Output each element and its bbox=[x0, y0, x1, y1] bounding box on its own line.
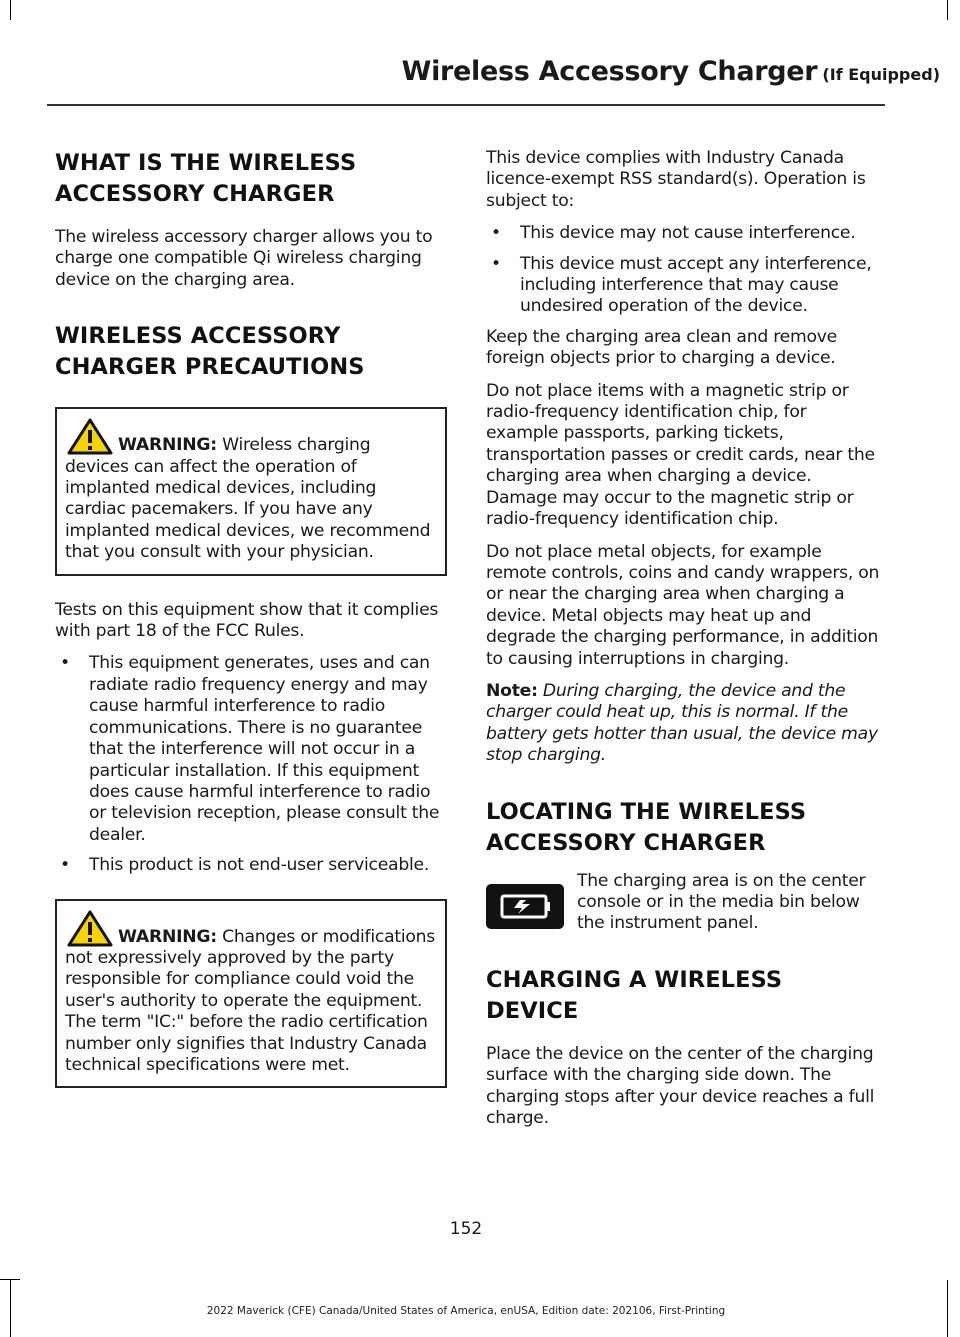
list-item-text: This device may not cause interference. bbox=[520, 223, 856, 244]
bullet-list bbox=[55, 653, 447, 876]
footer-text: 2022 Maverick (CFE) Canada/United States of America, enUSA, Edition date: 202106, First-Printing bbox=[206, 1305, 726, 1317]
warning-box-medical bbox=[55, 407, 447, 575]
paragraph: Do not place metal objects, for example remote controls, coins and candy wrappers, on or near the charging area when charging a device. Metal objects may heat up and degrade the charging performance, in addition to causing interruptions in charging. bbox=[486, 541, 880, 669]
warning-triangle-icon bbox=[67, 417, 113, 455]
locate-row bbox=[486, 871, 881, 935]
section-heading-what-is bbox=[55, 148, 447, 210]
list-item-text: This equipment generates, uses and can radiate radio frequency energy and may cause harmful interference to radio communications. There is no guarantee that the interference will not occur in a particular installation. If this equipment does cause harmful interference to radio or television reception, please consult the dealer. bbox=[89, 653, 440, 845]
heading-line: CHARGER PRECAUTIONS bbox=[55, 354, 365, 381]
crop-mark-bottom-right bbox=[947, 1280, 948, 1337]
section-heading-precautions bbox=[55, 321, 447, 383]
right-column bbox=[486, 148, 881, 1129]
paragraph: Place the device on the center of the charging surface with the charging side down. The charging stops after your device reaches a full charge. bbox=[486, 1043, 875, 1128]
warning-label: WARNING: bbox=[118, 926, 217, 947]
list-item: • This device must accept any interference, including interference that may cause undesired operation of the device. bbox=[491, 253, 872, 317]
paragraph: Tests on this equipment show that it complies with part 18 of the FCC Rules. bbox=[55, 599, 439, 642]
heading-line: CHARGING A WIRELESS bbox=[486, 966, 783, 993]
header-title: Wireless Accessory Charger bbox=[401, 56, 818, 87]
paragraph: The charging area is on the center console or in the media bin below the instrument panel. bbox=[577, 870, 866, 934]
warning-label: WARNING: bbox=[118, 435, 217, 456]
left-column bbox=[55, 148, 447, 1088]
paragraph: This device complies with Industry Canada licence-exempt RSS standard(s). Operation is subject to: bbox=[486, 148, 866, 211]
page-header bbox=[0, 56, 940, 87]
wireless-charger-icon bbox=[486, 884, 564, 929]
paragraph: Do not place items with a magnetic strip or radio-frequency identification chip, for example passports, parking tickets, transportation passes or credit cards, near the charging area when charging a device. Damage may occur to the magnetic strip or radio-frequency identification chip. bbox=[486, 380, 875, 530]
page-number: 152 bbox=[449, 1219, 483, 1239]
heading-line: WHAT IS THE WIRELESS bbox=[55, 150, 357, 176]
section-heading-locating bbox=[486, 797, 881, 859]
list-item: • This device may not cause interference. bbox=[491, 223, 856, 244]
section-heading-charging bbox=[486, 965, 881, 1027]
crop-mark-bottom-left-h bbox=[0, 1279, 20, 1280]
crop-mark-top-left bbox=[10, 0, 11, 20]
crop-mark-top-right bbox=[947, 0, 948, 20]
header-rule bbox=[47, 104, 885, 106]
heading-line: LOCATING THE WIRELESS bbox=[486, 798, 807, 825]
note bbox=[486, 681, 881, 767]
warning-box-modifications bbox=[55, 899, 447, 1089]
warning-text: Changes or modifications not expressively approved by the party responsible for compliance could void the user's authority to operate the equipment. The term "IC:" before the radio certification number only signifies that Industry Canada technical specifications were met. bbox=[65, 926, 435, 1075]
list-item-text: This device must accept any interference, including interference that may cause undesired operation of the device. bbox=[520, 253, 872, 317]
heading-line: WIRELESS ACCESSORY bbox=[55, 323, 341, 350]
bullet-list bbox=[486, 223, 881, 318]
note-text: During charging, the device and the charger could heat up, this is normal. If the battery gets hotter than usual, the device may stop charging. bbox=[486, 680, 878, 766]
warning-triangle-icon bbox=[67, 909, 113, 947]
list-item: • This product is not end-user serviceable. bbox=[60, 855, 430, 876]
paragraph: The wireless accessory charger allows you to charge one compatible Qi wireless charging device on the charging area. bbox=[55, 227, 433, 290]
heading-line: ACCESSORY CHARGER bbox=[55, 181, 335, 207]
list-item-text: This product is not end-user serviceable. bbox=[89, 855, 430, 876]
heading-line: DEVICE bbox=[486, 997, 579, 1024]
note-label: Note: bbox=[486, 680, 538, 701]
header-subtitle: (If Equipped) bbox=[822, 65, 940, 84]
paragraph: Keep the charging area clean and remove foreign objects prior to charging a device. bbox=[486, 326, 837, 369]
warning-text: Wireless charging devices can affect the operation of implanted medical devices, including cardiac pacemakers. If you have any implanted medical devices, we recommend that you consult with your physician. bbox=[65, 435, 431, 563]
heading-line: ACCESSORY CHARGER bbox=[486, 829, 766, 856]
list-item: • This equipment generates, uses and can radiate radio frequency energy and may cause harmful interference to radio communications. There is no guarantee that the interference will not occur in a particular installation. If this equipment does cause harmful interference to radio or television reception, please consult the dealer. bbox=[60, 653, 440, 845]
